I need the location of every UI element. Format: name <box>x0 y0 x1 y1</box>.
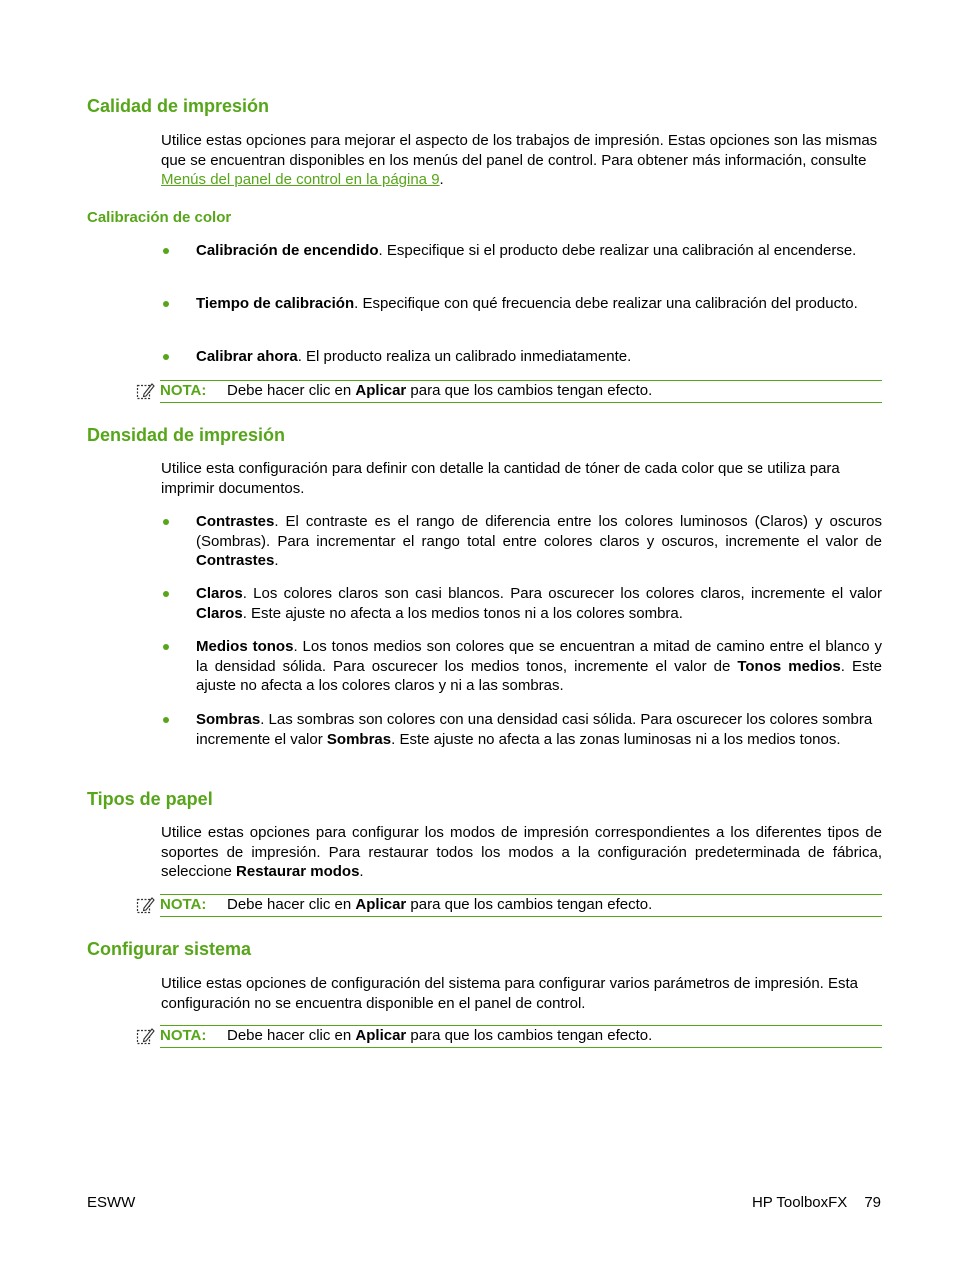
note-term: Aplicar <box>355 382 407 399</box>
bullet-text-end: . Este ajuste no afecta a los colores claros y ni a las sombras. <box>196 657 882 694</box>
tipos-intro <box>161 823 882 882</box>
note-rule-bottom <box>160 916 882 917</box>
note-label: NOTA: <box>160 382 207 399</box>
bullet-term-inline: Tonos medios <box>737 657 841 675</box>
section-title-calidad: Calidad de impresión <box>87 96 270 116</box>
note-icon <box>136 896 155 914</box>
bullet-term: Medios tonos <box>196 638 294 655</box>
note-label: NOTA: <box>160 1027 207 1044</box>
footer-right <box>752 1193 881 1213</box>
note-text-pre: Debe hacer clic en <box>227 896 356 913</box>
note-text-post: para que los cambios tengan efecto. <box>406 382 653 399</box>
menus-panel-link[interactable]: Menús del panel de control en la página 9 <box>161 171 440 188</box>
bullet-term: Calibración de encendido <box>196 242 379 259</box>
section-title-sistema: Configurar sistema <box>87 939 252 959</box>
bullet-text: . Los colores claros son casi blancos. Para oscurecer los colores claros, incremente el valor <box>242 585 882 602</box>
tipos-intro-term: Restaurar modos <box>236 863 360 880</box>
note-term: Aplicar <box>355 896 407 913</box>
bullet-term: Sombras <box>196 711 261 728</box>
bullet-icon <box>163 301 169 307</box>
note-rule-bottom <box>160 1047 882 1048</box>
note-text <box>227 1026 652 1046</box>
bullet-icon <box>163 717 169 723</box>
note-term: Aplicar <box>355 1027 407 1044</box>
subsection-title-calibracion: Calibración de color <box>87 209 232 226</box>
bullet-text: . Los tonos medios son colores que se encuentran a mitad de camino entre el blanco y la densidad sólida. Para oscurecer los medios tonos, incremente el valor de <box>196 638 882 675</box>
tipos-intro-end: . <box>359 863 364 880</box>
calidad-intro-end: . <box>439 171 444 188</box>
bullet-term: Contrastes <box>196 513 275 530</box>
bullet-text-end: . Este ajuste no afecta a las zonas luminosas ni a los medios tonos. <box>391 730 841 748</box>
sistema-intro: Utilice estas opciones de configuración del sistema para configurar varios parámetros de impresión. Esta configuración no se encuentra disponible en el panel de control. <box>161 975 859 1012</box>
bullet-text: . El producto realiza un calibrado inmediatamente. <box>297 348 632 365</box>
bullet-term-inline: Contrastes <box>196 552 275 569</box>
footer-product: HP ToolboxFX <box>751 1194 848 1211</box>
bullet-text: . Especifique si el producto debe realizar una calibración al encenderse. <box>378 242 857 259</box>
note-text-post: para que los cambios tengan efecto. <box>406 896 653 913</box>
note-text-pre: Debe hacer clic en <box>227 1027 356 1044</box>
bullet-term: Tiempo de calibración <box>196 295 355 312</box>
footer-left: ESWW <box>87 1194 136 1211</box>
bullet-term-inline: Claros <box>196 604 243 622</box>
calidad-intro-text: Utilice estas opciones para mejorar el aspecto de los trabajos de impresión. Estas opciones son las mismas que se encuentran disponibles en los menús del panel de control. Para obtener más información, consulte <box>161 132 878 169</box>
note-box <box>136 894 882 917</box>
tipos-intro-text: Utilice estas opciones para configurar los modos de impresión correspondientes a los diferentes tipos de soportes de impresión. Para restaurar todos los modos a la configuración predeterminada de fábrica, seleccione <box>161 824 882 880</box>
note-text <box>227 895 652 915</box>
note-icon <box>136 1027 155 1045</box>
bullet-text: . Especifique con qué frecuencia debe realizar una calibración del producto. <box>354 295 858 312</box>
bullet-icon <box>163 354 169 360</box>
note-box <box>136 1025 882 1048</box>
bullet-term: Claros <box>196 585 243 602</box>
bullet-term-inline: Sombras <box>326 730 392 748</box>
calidad-intro <box>161 131 882 190</box>
bullet-icon <box>163 519 169 525</box>
bullet-text-end: . <box>274 552 279 569</box>
note-icon <box>136 382 155 400</box>
bullet-term: Calibrar ahora <box>196 348 298 365</box>
section-title-tipos: Tipos de papel <box>87 789 213 809</box>
note-text-pre: Debe hacer clic en <box>227 382 356 399</box>
bullet-icon <box>163 644 169 650</box>
bullet-icon <box>163 248 169 254</box>
note-text-post: para que los cambios tengan efecto. <box>406 1027 653 1044</box>
bullet-icon <box>163 591 169 597</box>
section-title-densidad: Densidad de impresión <box>87 425 286 445</box>
note-rule-bottom <box>160 402 882 403</box>
note-text <box>227 381 652 401</box>
densidad-intro: Utilice esta configuración para definir con detalle la cantidad de tóner de cada color que se utiliza para imprimir documentos. <box>161 460 840 497</box>
bullet-text: . El contraste es el rango de diferencia entre los colores luminosos (Claros) y oscuros (Sombras). Para incrementar el rango total entre colores claros y oscuros, incremente el valor de <box>196 513 882 550</box>
note-box <box>136 380 882 403</box>
page-number: 79 <box>864 1194 881 1211</box>
note-label: NOTA: <box>160 896 207 913</box>
bullet-text-end: . Este ajuste no afecta a los medios tonos ni a los colores sombra. <box>242 604 683 622</box>
bullet-text: . Las sombras son colores con una densidad casi sólida. Para oscurecer los colores sombra incremente el valor <box>196 711 873 748</box>
